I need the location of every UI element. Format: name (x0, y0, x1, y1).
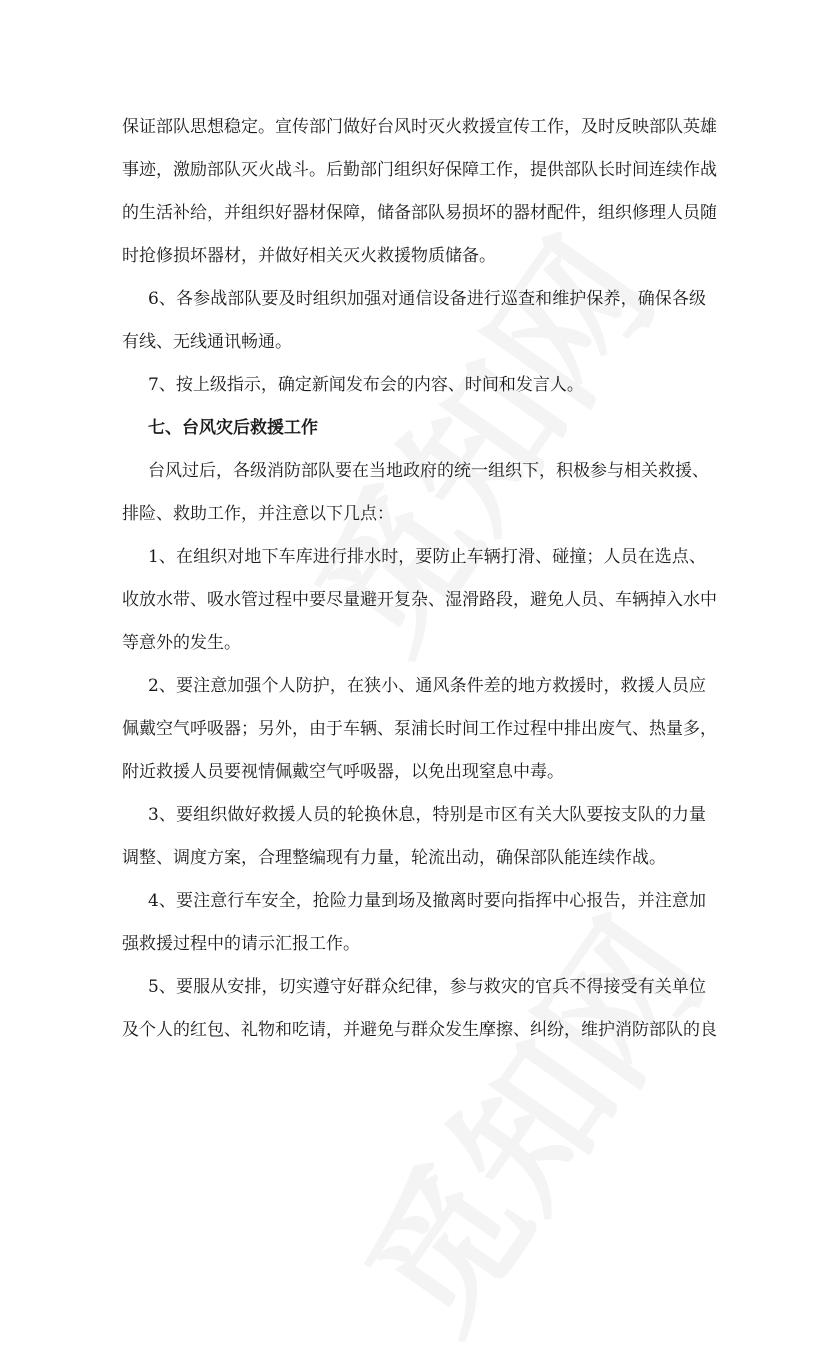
paragraph (122, 880, 706, 966)
text-line: 2、要注意加强个人防护，在狭小、通风条件差的地方救援时，救援人员应 (148, 676, 706, 696)
text-line: 排险、救助工作，并注意以下几点： (122, 504, 394, 524)
text-line: 台风过后，各级消防部队要在当地政府的统一组织下，积极参与相关救援、 (148, 461, 709, 481)
paragraph (122, 665, 717, 794)
text-line: 6、各参战部队要及时组织加强对通信设备进行巡查和维护保养，确保各级 (148, 289, 706, 309)
text-line: 收放水带、吸水管过程中要尽量避开复杂、湿滑路段，避免人员、车辆掉入水中 (122, 590, 717, 610)
paragraph (122, 450, 709, 536)
text-line: 事迹，激励部队灭火战斗。后勤部门组织好保障工作，提供部队长时间连续作战 (122, 160, 717, 180)
text-line: 7、按上级指示，确定新闻发布会的内容、时间和发言人。 (148, 375, 584, 395)
text-line: 时抢修损坏器材，并做好相关灭火救援物质储备。 (122, 246, 496, 266)
text-line: 佩戴空气呼吸器；另外，由于车辆、泵浦长时间工作过程中排出废气、热量多， (122, 719, 717, 739)
text-line: 调整、调度方案，合理整编现有力量，轮流出动，确保部队能连续作战。 (122, 848, 666, 868)
document-body (122, 106, 717, 1052)
text-line: 的生活补给，并组织好器材保障，储备部队易损坏的器材配件，组织修理人员随 (122, 203, 717, 223)
section-heading (122, 407, 706, 450)
paragraph (122, 106, 717, 278)
text-line: 保证部队思想稳定。宣传部门做好台风时灭火救援宣传工作，及时反映部队英雄 (122, 117, 717, 137)
text-line: 强救援过程中的请示汇报工作。 (122, 934, 360, 954)
paragraph (122, 536, 717, 665)
text-line: 有线、无线通讯畅通。 (122, 332, 292, 352)
text-line: 及个人的红包、礼物和吃请，并避免与群众发生摩擦、纠纷，维护消防部队的良 (122, 1020, 717, 1040)
paragraph (122, 364, 706, 407)
paragraph (122, 278, 706, 364)
text-line: 4、要注意行车安全，抢险力量到场及撤离时要向指挥中心报告，并注意加 (148, 891, 706, 911)
paragraph (122, 966, 717, 1052)
text-line: 5、要服从安排，切实遵守好群众纪律，参与救灾的官兵不得接受有关单位 (148, 977, 706, 997)
text-line: 等意外的发生。 (122, 633, 241, 653)
text-line: 3、要组织做好救援人员的轮换休息，特别是市区有关大队要按支队的力量 (148, 805, 706, 825)
text-line: 1、在组织对地下车库进行排水时，要防止车辆打滑、碰撞；人员在选点、 (148, 547, 706, 567)
text-line: 七、台风灾后救援工作 (148, 418, 318, 438)
text-line: 附近救援人员要视情佩戴空气呼吸器，以免出现窒息中毒。 (122, 762, 564, 782)
paragraph (122, 794, 706, 880)
